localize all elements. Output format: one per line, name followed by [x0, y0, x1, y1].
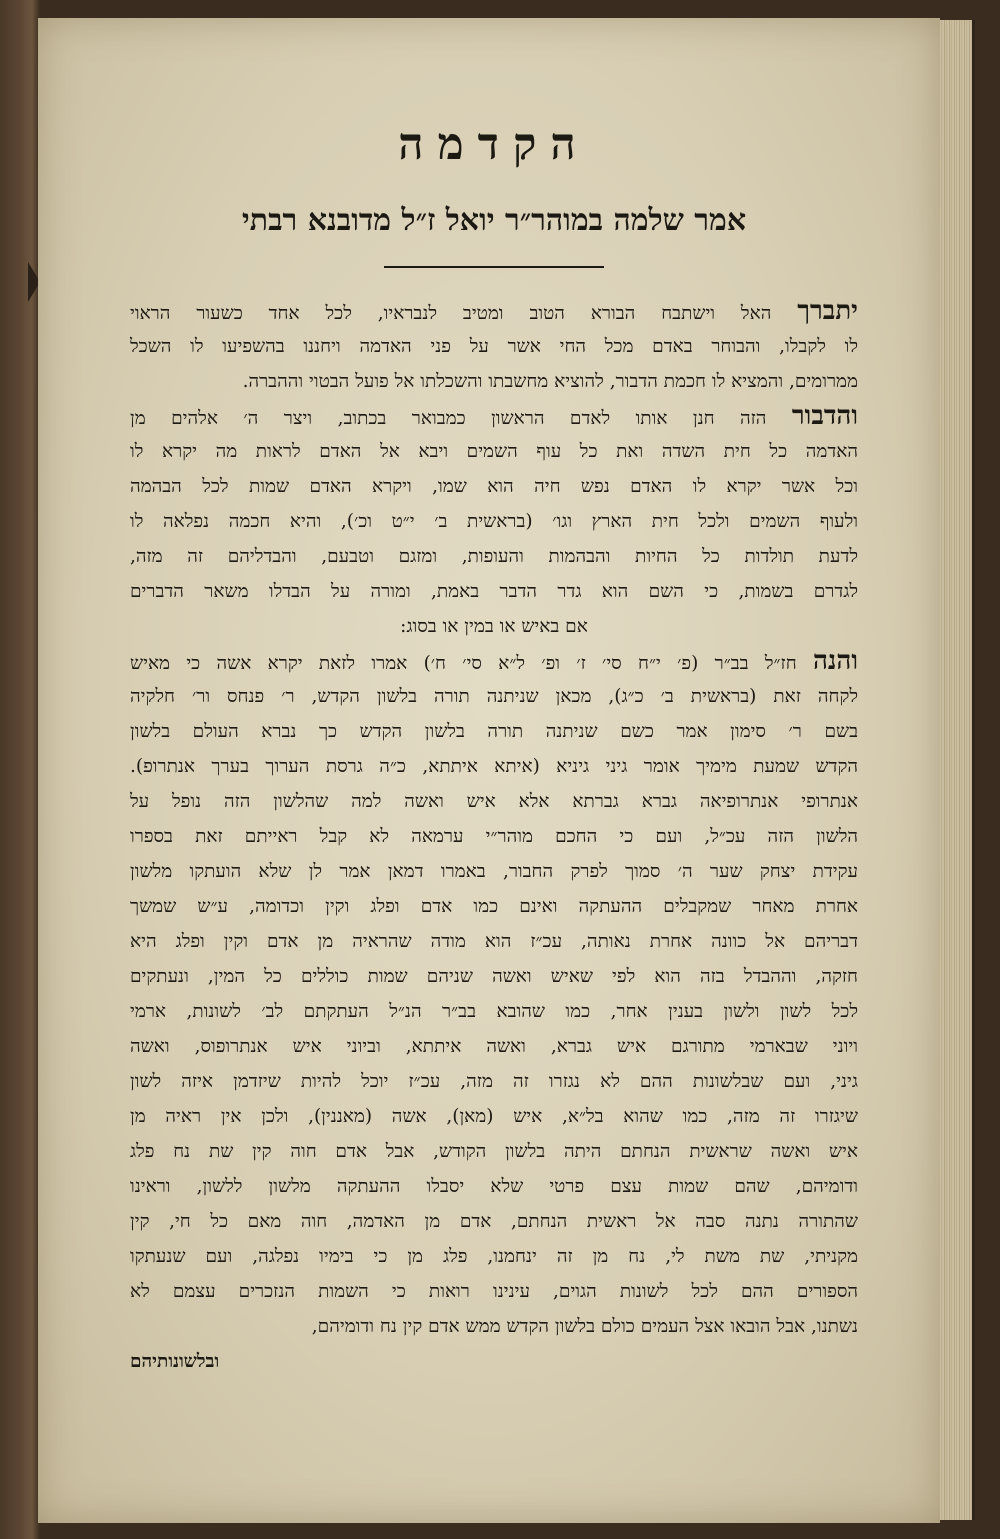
- paragraph: [130, 644, 858, 1344]
- text-line-content: שהתורה נתנה סבה אל ראשית הנחתם, אדם מן האדמה, חוה מאם כל חי, קין: [130, 1211, 858, 1232]
- text-line-content: איש ואשה שראשית הנחתם היתה בלשון הקודש, אבל אדם חוה קין שת נח פלג: [130, 1141, 858, 1162]
- text-line: [130, 1029, 858, 1064]
- page-edges: [940, 20, 975, 1520]
- text-line-content: לקחה זאת (בראשית ב׳ כ״ג), מכאן שניתנה תורה בלשון הקדש, ר׳ פנחס ור׳ חלקיה: [130, 686, 858, 707]
- text-line-content: הזה חנן אותו לאדם הראשון כמבואר בכתוב, ויצר ה׳ אלהים מן: [130, 408, 767, 429]
- text-line-content: אם באיש או במין או בסוג:: [400, 616, 588, 637]
- paragraph-lead-word: והנה: [812, 646, 858, 676]
- text-line: [130, 714, 858, 749]
- text-line: [130, 294, 858, 329]
- text-line: [130, 539, 858, 574]
- text-line-content: שיגזרו זה מזה, כמו שהוא בל״א, איש (מאן), אשה (מאננין), ולכן אין ראיה מן: [130, 1106, 858, 1127]
- catchword: ובלשונותיהם: [130, 1351, 220, 1372]
- text-line-content: לגדרם בשמות, כי השם הוא גדר הדבר באמת, ומורה על הבדלו משאר הדברים: [130, 581, 858, 602]
- text-line: [130, 749, 858, 784]
- text-line-content: עקידת יצחק שער ה׳ סמוך לפרק החבור, באמרו דמאן אמר לן שלא הועתקו מלשון: [130, 861, 858, 882]
- text-line: [130, 819, 858, 854]
- text-line-content: האדמה כל חית השדה ואת כל עוף השמים ויבא אל האדם לראות מה יקרא לו: [130, 441, 858, 462]
- page-subtitle: אמר שלמה במוהר״ר יואל ז״ל מדובנא רבתי: [241, 203, 747, 238]
- text-line-content: חזקה, וההבדל בזה הוא לפי שאיש ואשה שניהם שמות כוללים כל המין, ונעתקים: [130, 966, 858, 987]
- text-line-content: לו לקבלו, והבוחר באדם מכל החי אשר על פני האדמה ויחננו בהשפיעו לו השכל: [130, 336, 858, 357]
- text-line: [130, 329, 858, 364]
- book-page: [38, 18, 940, 1523]
- text-line: [130, 679, 858, 714]
- text-line-content: אחרת מאחר שמקבלים ההעתקה ואינם כמו אדם ופלג וקין וכדומה, ע״ש שמשך: [130, 896, 858, 917]
- text-line-content: ולעוף השמים ולכל חית הארץ וגו׳ (בראשית ב׳ י״ט וכ׳), והיא חכמה נפלאה לו: [130, 511, 858, 532]
- text-line: [130, 1134, 858, 1169]
- text-line: [130, 399, 858, 434]
- text-line-content: ויוני שבארמי מתורגם איש גברא, ואשה איתתא, וביוני איש אנתרופוס, ואשה: [130, 1036, 858, 1057]
- text-line: [130, 644, 858, 679]
- text-line: [130, 1204, 858, 1239]
- text-line: [130, 1239, 858, 1274]
- text-line-content: מקניתי, שת משת לי, נח מן זה ינחמנו, פלג מן כי בימיו נפלגה, ועם שנעתקו: [130, 1246, 858, 1267]
- text-line: [130, 434, 858, 469]
- paragraph: [130, 294, 858, 399]
- text-line-content: לדעת תולדות כל החיות והבהמות והעופות, ומזגם וטבעם, והבדליהם זה מזה,: [130, 546, 858, 567]
- text-line-content: ודומיהם, שהם שמות עצם פרטי שלא יסבלו ההעתקה מלשון ללשון, וראינו: [130, 1176, 858, 1197]
- page-title: הקדמה: [398, 119, 590, 170]
- title-divider: [384, 266, 604, 268]
- text-line: [130, 1309, 858, 1344]
- text-line: [130, 1169, 858, 1204]
- text-line: [130, 504, 858, 539]
- text-line: [130, 1274, 858, 1309]
- text-line: [130, 609, 858, 644]
- text-line-content: חז״ל בב״ר (פ׳ י״ח סי׳ ז׳ ופ׳ ל״א סי׳ ח׳) אמרו לזאת יקרא אשה כי מאיש: [130, 653, 797, 674]
- text-line-content: דבריהם אל כוונה אחרת נאותה, עכ״ז הוא מודה שהראיה מן אדם וקין ופלג היא: [130, 931, 858, 952]
- text-line-content: וכל אשר יקרא לו האדם נפש חיה הוא שמו, ויקרא האדם שמות לכל הבהמה: [130, 476, 858, 497]
- text-line: [130, 784, 858, 819]
- body-text: [130, 294, 858, 1344]
- text-line: [130, 889, 858, 924]
- text-line: [130, 364, 858, 399]
- paragraph-lead-word: והדבור: [791, 401, 858, 431]
- text-line-content: אנתרופי אנתרופיאה גברא גברתא אלא איש ואשה למה שהלשון הזה נופל על: [130, 791, 858, 812]
- page-content: [130, 110, 858, 1430]
- text-line: [130, 574, 858, 609]
- text-line: [130, 959, 858, 994]
- text-line-content: בשם ר׳ סימון אמר כשם שניתנה תורה בלשון הקדש כך נברא העולם בלשון: [130, 721, 858, 742]
- text-line-content: גיני, ועם שבלשונות ההם לא נגזרו זה מזה, עכ״ז יוכל להיות שיזדמן איזה לשון: [130, 1071, 858, 1092]
- text-line: [130, 994, 858, 1029]
- text-line: [130, 1064, 858, 1099]
- text-line: [130, 854, 858, 889]
- text-line-content: הלשון הזה עכ״ל, ועם כי החכם מוהר״י ערמאה לא קבל ראייתם זאת בספרו: [130, 826, 858, 847]
- text-line-content: ממרומים, והמציא לו חכמת הדבור, להוציא מחשבתו והשכלתו אל פועל הבטוי וההברה.: [242, 371, 858, 392]
- text-line-content: האל וישתבח הבורא הטוב ומטיב לנבראיו, לכל אחד כשעור הראוי: [130, 303, 772, 324]
- text-line: [130, 924, 858, 959]
- paragraph-lead-word: יתברך: [797, 296, 858, 326]
- paragraph: [130, 399, 858, 644]
- text-line: [130, 469, 858, 504]
- text-line-content: נשתנו, אבל הובאו אצל העמים כולם בלשון הקדש ממש אדם קין נח ודומיהם,: [311, 1316, 858, 1337]
- text-line: [130, 1099, 858, 1134]
- text-line-content: לכל לשון ולשון בענין אחר, כמו שהובא בב״ר הנ״ל העתקתם לב׳ לשונות, ארמי: [130, 1001, 858, 1022]
- text-line-content: הספורים ההם לכל לשונות הגוים, עינינו רואות כי השמות הנזכרים עצמם לא: [130, 1281, 858, 1302]
- text-line-content: הקדש שמעת מימיך אומר גיני גיניא (איתא איתתא, כ״ה גרסת הערוך בערך אנתרופ).: [130, 756, 858, 777]
